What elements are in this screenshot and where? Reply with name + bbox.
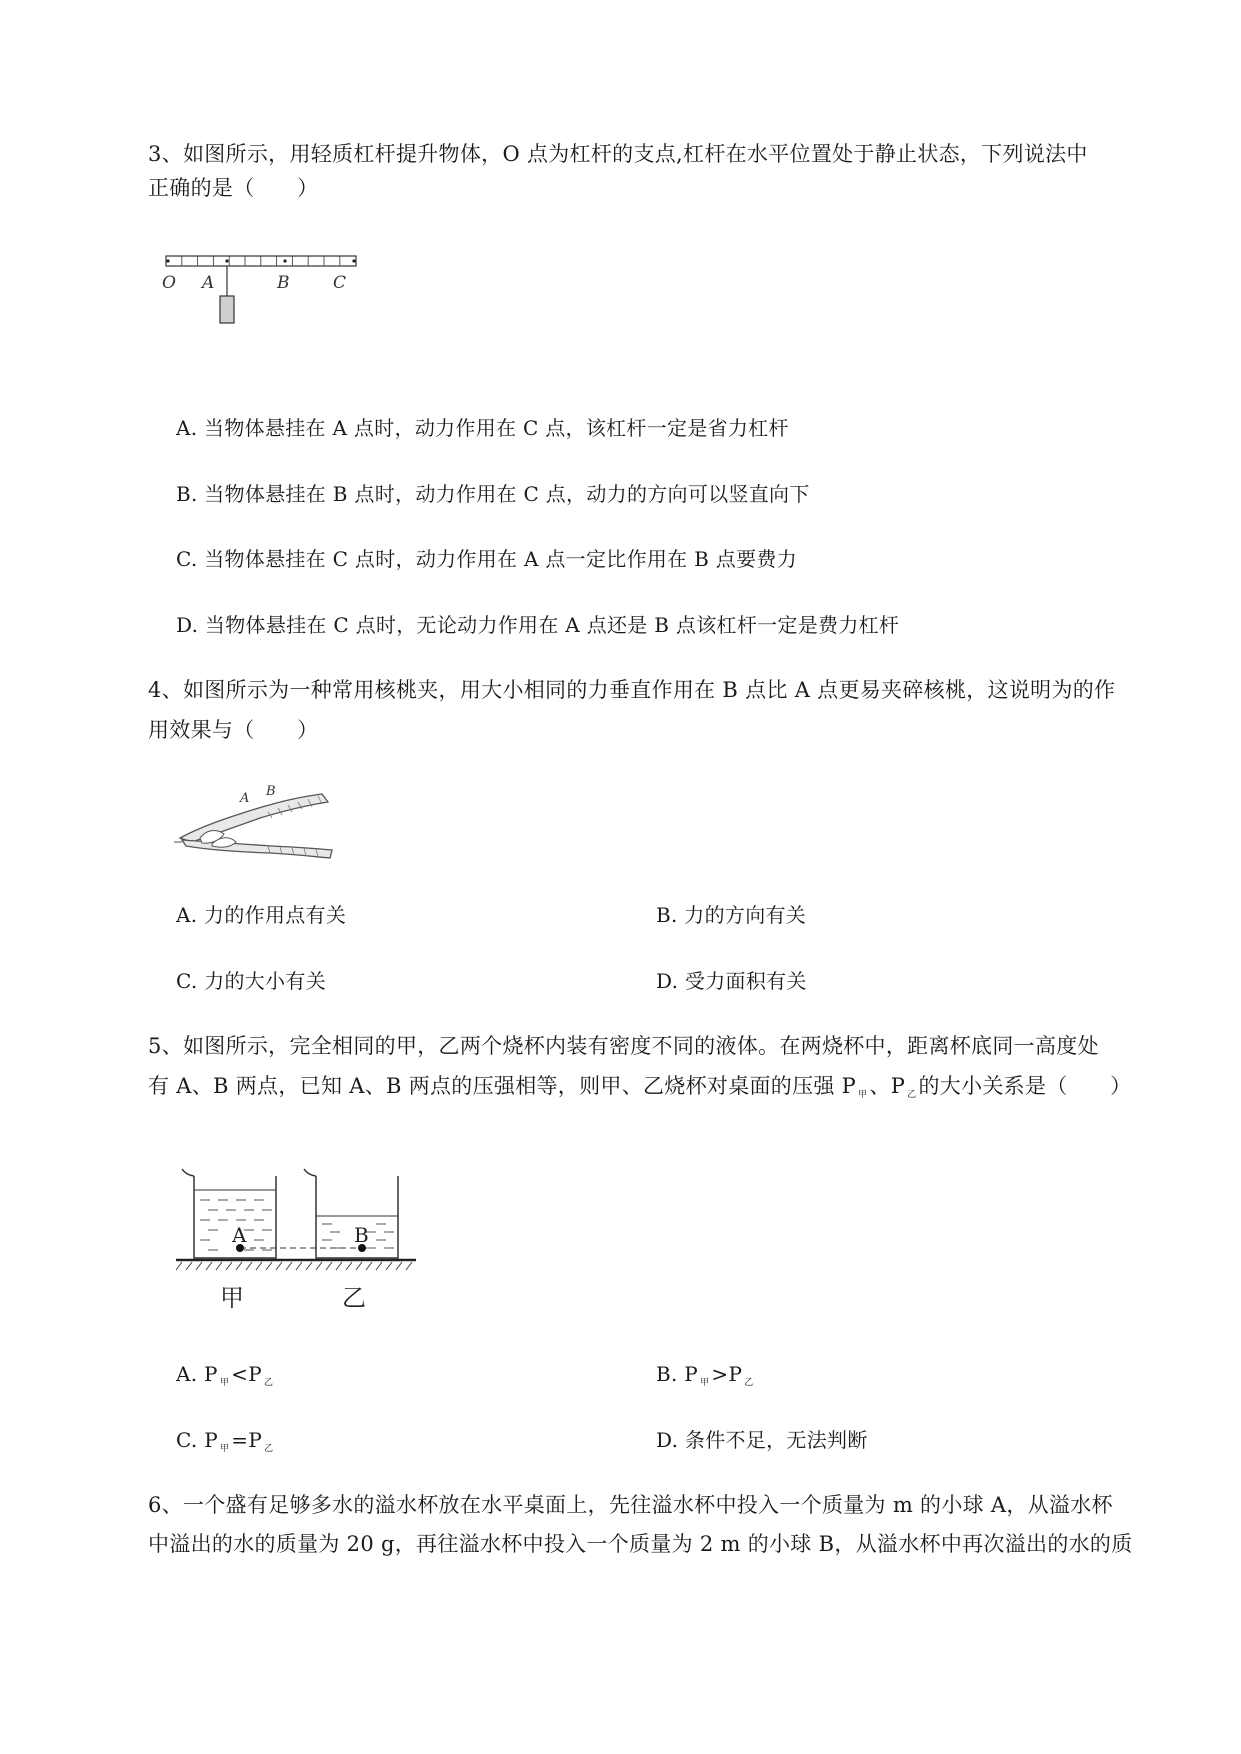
- lever-label-a: A: [202, 273, 215, 293]
- q3-option-a[interactable]: A. 当物体悬挂在 A 点时，动力作用在 C 点，该杠杆一定是省力杠杆: [176, 416, 789, 440]
- q6-stem-line2: 中溢出的水的质量为 20 g，再往溢水杯中投入一个质量为 2 m 的小球 B，从溢水杯中再次溢出的水的质: [148, 1532, 1133, 1556]
- q3-stem-line2: 正确的是（ ）: [148, 176, 319, 200]
- q5-stem-line2: [148, 1071, 1131, 1110]
- q5-beakers-figure: [172, 1166, 432, 1316]
- q5-option-d[interactable]: D. 条件不足，无法判断: [656, 1428, 868, 1452]
- q5-option-a-mid: <P: [231, 1362, 262, 1386]
- q4-option-b[interactable]: B. 力的方向有关: [656, 903, 807, 927]
- q5-option-b-mid: >P: [711, 1362, 743, 1386]
- q5-option-c[interactable]: [176, 1426, 275, 1463]
- q5-option-c-sub2: 乙: [264, 1444, 274, 1454]
- q3-option-b[interactable]: B. 当物体悬挂在 B 点时，动力作用在 C 点，动力的方向可以竖直向下: [176, 482, 810, 506]
- q4-option-a[interactable]: A. 力的作用点有关: [176, 903, 347, 927]
- q3-stem-line1: 3、如图所示，用轻质杠杆提升物体，O 点为杠杆的支点,杠杆在水平位置处于静止状态，下列说法中: [148, 142, 1088, 166]
- beaker-point-b: B: [354, 1223, 369, 1247]
- q5-stem-sub-yi: 乙: [907, 1090, 917, 1100]
- q5-option-b[interactable]: [656, 1360, 756, 1397]
- nutcracker-label-a: A: [240, 791, 250, 806]
- q5-stem-sub-jia: 甲: [858, 1090, 868, 1100]
- q4-stem-line2: 用效果与（ ）: [148, 718, 319, 742]
- q5-option-c-sub1: 甲: [219, 1444, 230, 1454]
- lever-label-c: C: [333, 273, 347, 293]
- q4-stem-line1: 4、如图所示为一种常用核桃夹，用大小相同的力垂直作用在 B 点比 A 点更易夹碎核桃，这说明为的作: [148, 678, 1116, 702]
- beaker-point-a: A: [232, 1223, 247, 1247]
- q5-option-a-sub2: 乙: [263, 1378, 274, 1388]
- q3-lever-figure: [160, 248, 370, 328]
- q4-option-c[interactable]: C. 力的大小有关: [176, 969, 327, 993]
- lever-label-o: O: [162, 273, 176, 293]
- q5-stem-text-a: 有 A、B 两点，已知 A、B 两点的压强相等，则甲、乙烧杯对桌面的压强 P: [148, 1074, 857, 1098]
- q5-option-a-sub1: 甲: [219, 1378, 230, 1388]
- q5-stem-text-b: 、P: [869, 1074, 906, 1098]
- nutcracker-label-b: B: [266, 784, 276, 799]
- q5-option-b-sub2: 乙: [744, 1378, 754, 1388]
- q5-option-c-pre: C. P: [176, 1428, 218, 1452]
- lever-label-b: B: [277, 273, 290, 293]
- beaker-label-jia: 甲: [220, 1284, 244, 1312]
- q5-option-a-pre: A. P: [176, 1362, 218, 1386]
- q3-option-d[interactable]: D. 当物体悬挂在 C 点时，无论动力作用在 A 点还是 B 点该杠杆一定是费力杠杆: [176, 613, 900, 637]
- q5-option-b-pre: B. P: [656, 1362, 699, 1386]
- q4-option-d[interactable]: D. 受力面积有关: [656, 969, 807, 993]
- q3-option-c[interactable]: C. 当物体悬挂在 C 点时，动力作用在 A 点一定比作用在 B 点要费力: [176, 547, 797, 571]
- beaker-label-yi: 乙: [342, 1284, 366, 1312]
- q5-stem-line1: 5、如图所示，完全相同的甲，乙两个烧杯内装有密度不同的液体。在两烧杯中，距离杯底同一高度处: [148, 1034, 1099, 1058]
- q5-option-a[interactable]: [176, 1360, 275, 1397]
- q5-stem-text-c: 的大小关系是（ ）: [918, 1074, 1132, 1098]
- q5-option-c-mid: =P: [231, 1428, 263, 1452]
- q5-option-b-sub1: 甲: [700, 1378, 710, 1388]
- q6-stem-line1: 6、一个盛有足够多水的溢水杯放在水平桌面上，先往溢水杯中投入一个质量为 m 的小球 A，从溢水杯: [148, 1493, 1113, 1517]
- q4-nutcracker-figure: [172, 780, 342, 860]
